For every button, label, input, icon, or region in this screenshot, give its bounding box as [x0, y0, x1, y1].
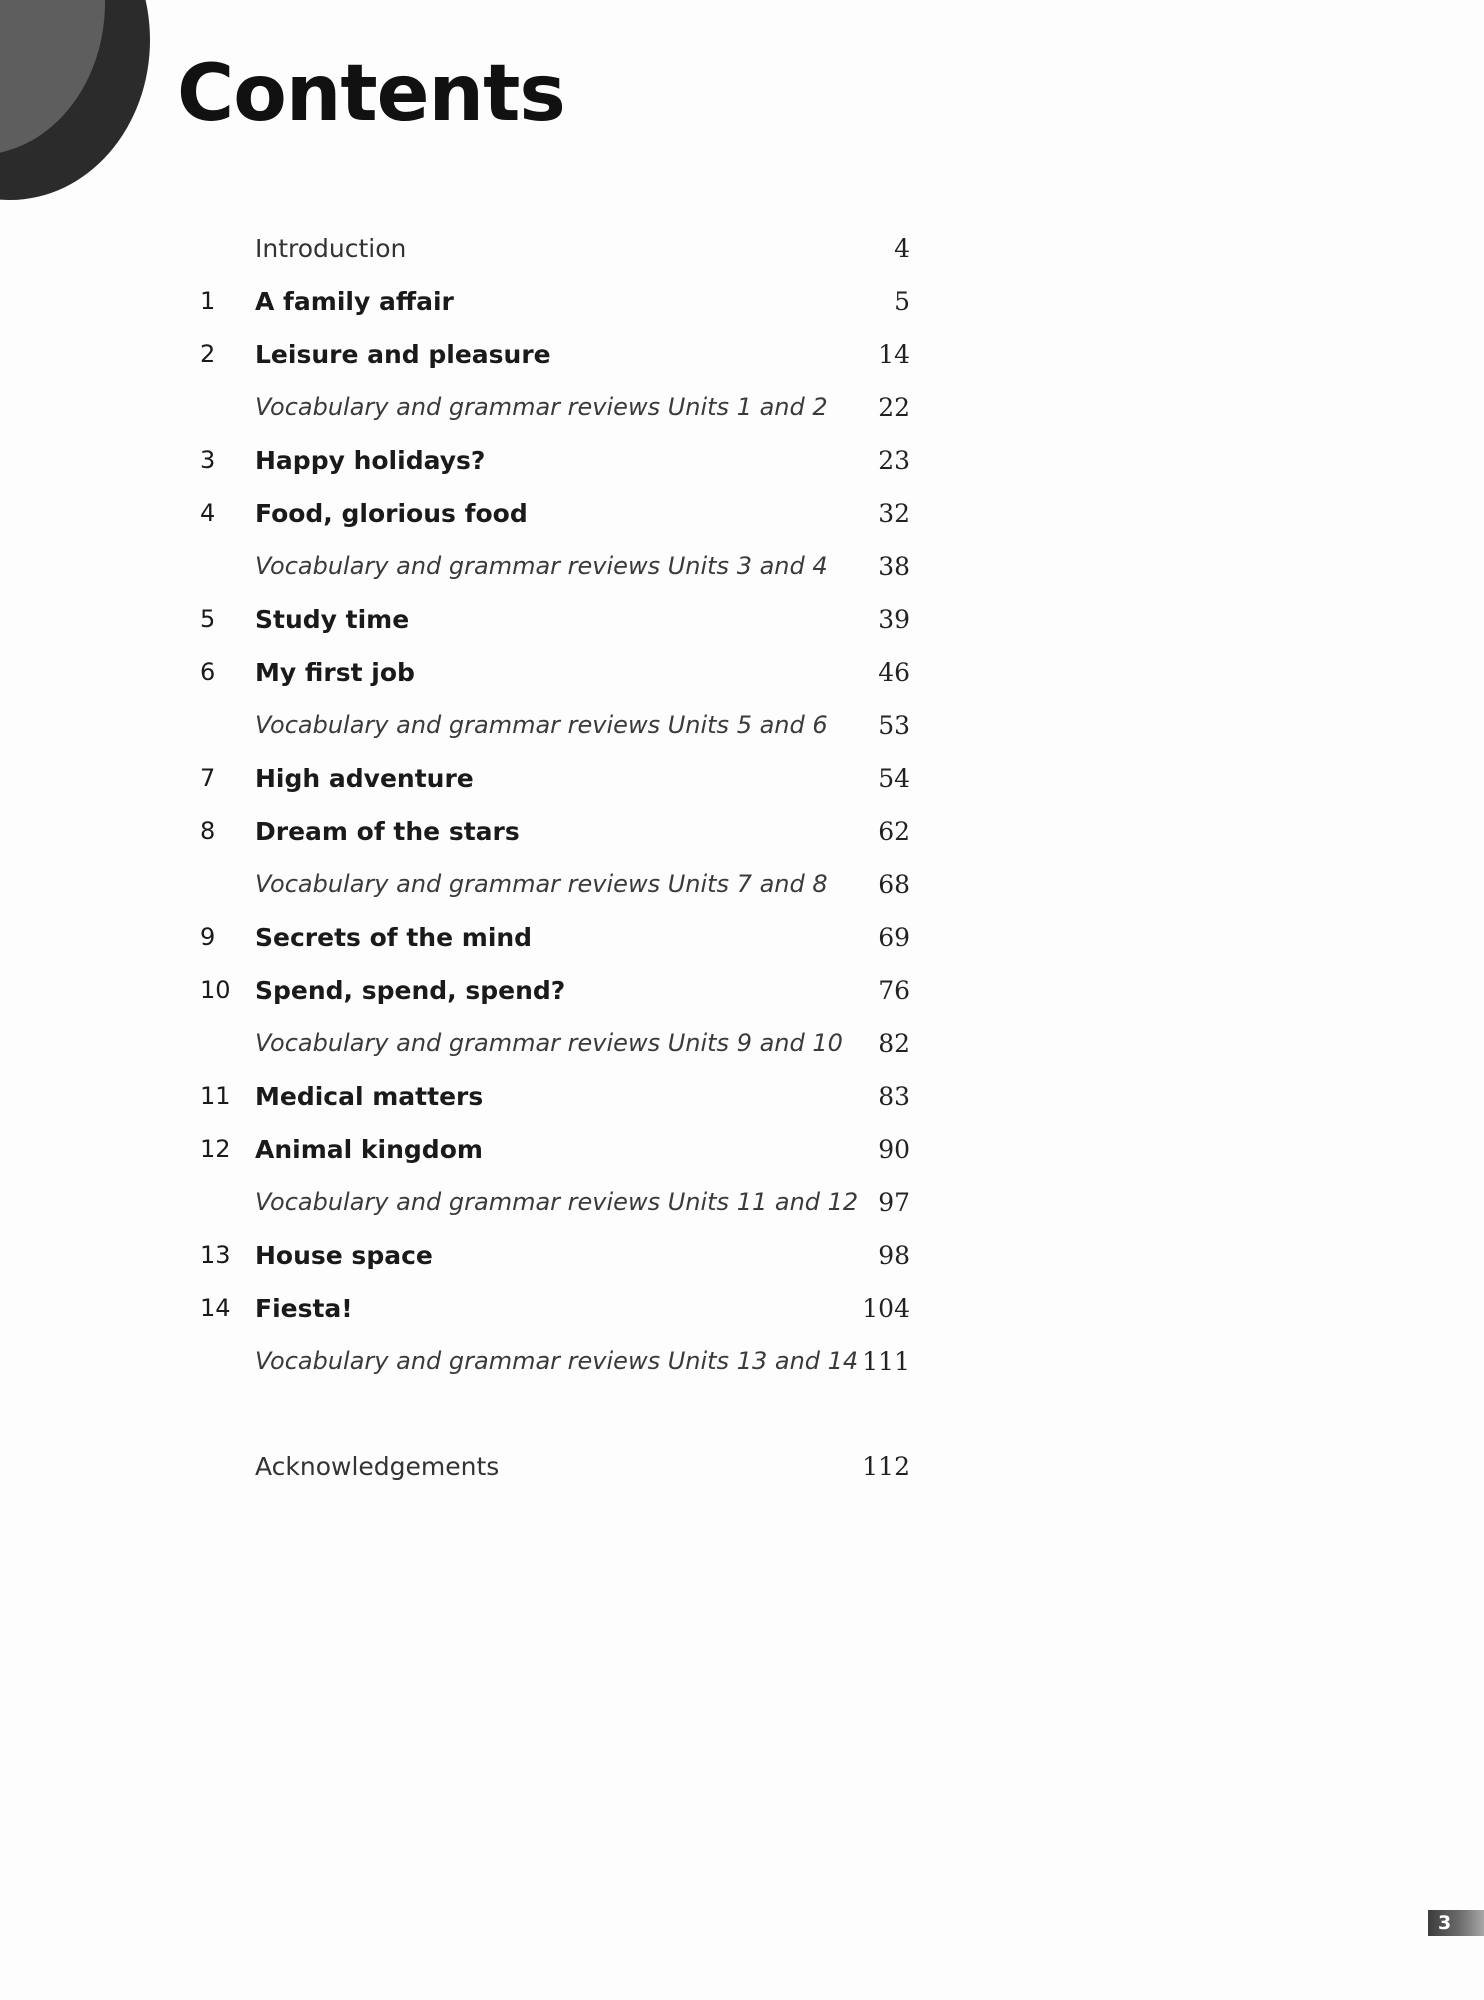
toc-entry-title: High adventure	[255, 764, 474, 793]
toc-row[interactable]	[200, 1176, 910, 1229]
toc-entry-title: Study time	[255, 605, 410, 634]
toc-page-number: 4	[894, 234, 910, 263]
toc-row[interactable]	[200, 646, 910, 699]
toc-row[interactable]	[200, 1070, 910, 1123]
toc-page-number: 68	[878, 870, 910, 899]
toc-entry-title: Vocabulary and grammar reviews Units 7 and 8	[255, 870, 828, 898]
toc-row[interactable]	[200, 540, 910, 593]
toc-page-number: 82	[878, 1029, 910, 1058]
toc-entry-title: Secrets of the mind	[255, 923, 533, 952]
toc-spacer	[200, 1388, 910, 1440]
toc-unit-number: 9	[200, 923, 216, 951]
toc-entry-title: Vocabulary and grammar reviews Units 3 and 4	[255, 552, 828, 580]
toc-page-number: 23	[878, 446, 910, 475]
toc-unit-number: 12	[200, 1135, 231, 1163]
toc-entry-title: Medical matters	[255, 1082, 484, 1111]
toc-entry-title: Vocabulary and grammar reviews Units 11 and 12	[255, 1188, 859, 1216]
toc-entry-title: Leisure and pleasure	[255, 340, 551, 369]
toc-unit-number: 11	[200, 1082, 231, 1110]
toc-unit-number: 1	[200, 287, 216, 315]
toc-row[interactable]	[200, 1123, 910, 1176]
toc-row[interactable]	[200, 1335, 910, 1388]
toc-row[interactable]	[200, 328, 910, 381]
toc-page-number: 90	[878, 1135, 910, 1164]
toc-row[interactable]	[200, 805, 910, 858]
toc-page-number: 104	[862, 1294, 910, 1323]
toc-page-number: 38	[878, 552, 910, 581]
toc-row-acknowledgements[interactable]	[200, 1440, 910, 1493]
toc-row[interactable]	[200, 699, 910, 752]
toc-entry-title: Vocabulary and grammar reviews Units 1 and 2	[255, 393, 828, 421]
toc-unit-number: 6	[200, 658, 216, 686]
toc-page-number: 83	[878, 1082, 910, 1111]
toc-entry-title: Vocabulary and grammar reviews Units 5 and 6	[255, 711, 828, 739]
toc-page-number: 54	[878, 764, 910, 793]
toc-unit-number: 7	[200, 764, 216, 792]
page-number-badge: 3	[1428, 1910, 1484, 1936]
toc-row[interactable]	[200, 964, 910, 1017]
toc-entry-title: Spend, spend, spend?	[255, 976, 566, 1005]
toc-row[interactable]	[200, 1229, 910, 1282]
toc-page-number: 46	[878, 658, 910, 687]
toc-row[interactable]	[200, 275, 910, 328]
toc-entry-title: Vocabulary and grammar reviews Units 9 and 10	[255, 1029, 843, 1057]
toc-row[interactable]	[200, 434, 910, 487]
toc-entry-title: Happy holidays?	[255, 446, 486, 475]
toc-row[interactable]	[200, 1282, 910, 1335]
toc-row[interactable]	[200, 911, 910, 964]
toc-entry-title: Dream of the stars	[255, 817, 520, 846]
table-of-contents	[200, 222, 910, 1493]
toc-entry-title: House space	[255, 1241, 433, 1270]
toc-page-number: 98	[878, 1241, 910, 1270]
toc-page-number: 62	[878, 817, 910, 846]
toc-page-number: 22	[878, 393, 910, 422]
page-title: Contents	[177, 49, 565, 139]
toc-unit-number: 5	[200, 605, 216, 633]
toc-page-number: 5	[894, 287, 910, 316]
toc-row[interactable]	[200, 593, 910, 646]
toc-row[interactable]	[200, 381, 910, 434]
toc-page-number: 76	[878, 976, 910, 1005]
toc-page-number: 111	[862, 1347, 910, 1376]
toc-page-number: 32	[878, 499, 910, 528]
toc-row[interactable]	[200, 1017, 910, 1070]
toc-entry-title: Animal kingdom	[255, 1135, 483, 1164]
toc-row[interactable]	[200, 222, 910, 275]
toc-unit-number: 13	[200, 1241, 231, 1269]
toc-unit-number: 10	[200, 976, 231, 1004]
toc-entry-title: Food, glorious food	[255, 499, 528, 528]
toc-unit-number: 14	[200, 1294, 231, 1322]
toc-unit-number: 2	[200, 340, 216, 368]
toc-unit-number: 3	[200, 446, 216, 474]
toc-entry-title: Introduction	[255, 234, 407, 263]
toc-page-number: 112	[862, 1452, 910, 1481]
toc-page-number: 69	[878, 923, 910, 952]
toc-entry-title: My first job	[255, 658, 415, 687]
toc-unit-number: 4	[200, 499, 216, 527]
toc-entry-title: Vocabulary and grammar reviews Units 13 and 14	[255, 1347, 859, 1375]
toc-page-number: 14	[878, 340, 910, 369]
toc-entry-title: Fiesta!	[255, 1294, 353, 1323]
toc-entry-title: Acknowledgements	[255, 1452, 500, 1481]
toc-page-number: 97	[878, 1188, 910, 1217]
toc-row[interactable]	[200, 487, 910, 540]
toc-page-number: 39	[878, 605, 910, 634]
toc-unit-number: 8	[200, 817, 216, 845]
toc-row[interactable]	[200, 752, 910, 805]
toc-entry-title: A family affair	[255, 287, 454, 316]
toc-page-number: 53	[878, 711, 910, 740]
toc-row[interactable]	[200, 858, 910, 911]
